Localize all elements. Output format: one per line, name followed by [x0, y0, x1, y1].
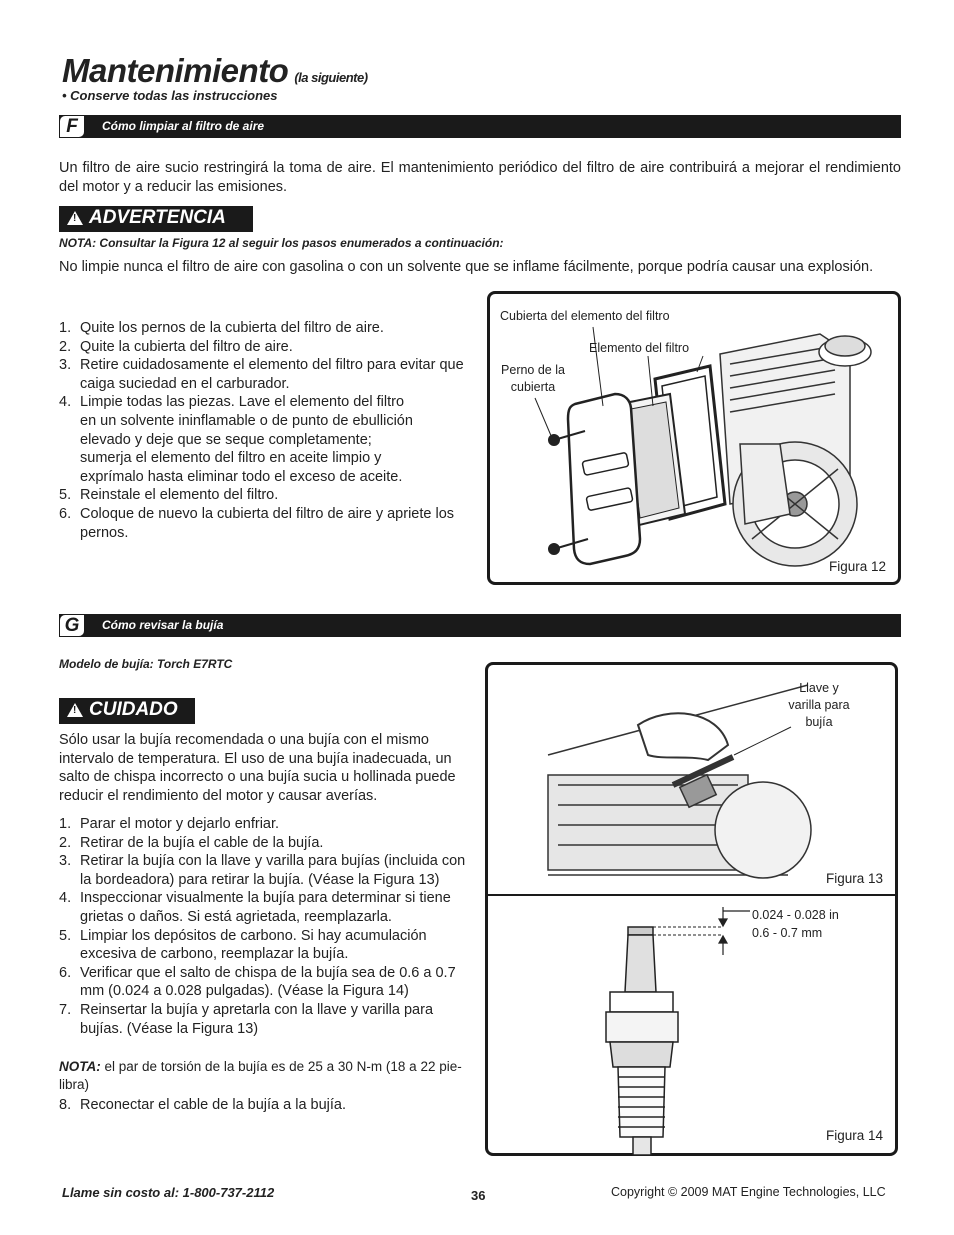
page-title-suffix: (la siguiente)	[294, 70, 368, 85]
label-cover-bolt: Perno de la cubierta	[501, 363, 565, 394]
section-g-steps	[59, 815, 473, 1038]
caution-banner	[59, 698, 195, 724]
torque-note	[59, 1058, 473, 1094]
section-g-letter: G	[59, 614, 85, 637]
figure-13-14	[485, 662, 898, 1156]
section-g-title: Cómo revisar la bujía	[102, 618, 224, 632]
section-g-final-step	[59, 1096, 473, 1115]
figure-14-caption: Figura 14	[825, 1128, 883, 1143]
caution-text: Sólo usar la bujía recomendada o una bujía con el mismo intervalo de temperatura. El uso de una bujía inadecuada, un salto de chispa incorrecto o una bujía sucia u hollinada puede reducir el rendimiento del motor y causar averías.	[59, 732, 456, 804]
list-item: 5. Reinstale el elemento del filtro.	[59, 487, 279, 504]
page-number: 36	[471, 1188, 486, 1203]
figure-13-caption: Figura 13	[825, 871, 883, 886]
air-filter-illustration	[490, 294, 898, 582]
list-item: 1. Quite los pernos de la cubierta del filtro de aire.	[59, 320, 384, 336]
torque-note-label: NOTA:	[59, 1059, 101, 1074]
page-title-text: Mantenimiento	[62, 52, 289, 89]
caution-label: CUIDADO	[89, 699, 178, 720]
spark-plug-model: Modelo de bujía: Torch E7RTC	[59, 657, 233, 671]
warning-label: ADVERTENCIA	[89, 207, 226, 228]
list-item: 6. Verificar que el salto de chispa de la bujía sea de 0.6 a 0.7 mm (0.024 a 0.028 pulgadas). (Véase la Figura 14)	[59, 964, 456, 1000]
label-tool: Llave y varilla para bujía	[788, 681, 850, 729]
list-item: 2. Quite la cubierta del filtro de aire.	[59, 338, 293, 355]
warning-icon: !	[67, 703, 83, 717]
section-f-letter: F	[59, 115, 85, 138]
list-item: 2. Retirar de la bujía el cable de la bujía.	[59, 834, 324, 851]
list-item: 7. Reinsertar la bujía y apretarla con la llave y varilla para bujías. (Véase la Figura 13)	[59, 1001, 434, 1037]
section-f-steps	[59, 319, 469, 542]
list-item: 6. Coloque de nuevo la cubierta del filtro de aire y apriete los pernos.	[59, 505, 455, 541]
gap-inches: 0.024 - 0.028 in	[752, 908, 839, 922]
label-filter-element: Elemento del filtro	[589, 341, 690, 355]
figure12-note: NOTA: Consultar la Figura 12 al seguir los pasos enumerados a continuación:	[59, 236, 504, 250]
footer-copyright: Copyright © 2009 MAT Engine Technologies, LLC	[611, 1185, 886, 1199]
list-item: 5. Limpiar los depósitos de carbono. Si hay acumulación excesiva de carbono, reemplazar la bujía.	[59, 927, 427, 963]
section-f-header	[59, 115, 901, 138]
page-title	[62, 52, 368, 90]
warning-icon: !	[67, 211, 83, 225]
section-g-header	[59, 614, 901, 637]
warning-banner	[59, 206, 253, 232]
label-filter-cover: Cubierta del elemento del filtro	[500, 309, 670, 323]
section-f-intro: Un filtro de aire sucio restringirá la toma de aire. El mantenimiento periódico del filtro de aire contribuirá a mejorar el rendimiento del motor y a reducir las emisiones.	[59, 160, 901, 195]
gap-measurement	[752, 906, 839, 942]
figure-12	[487, 291, 901, 585]
list-item: 3. Retire cuidadosamente el elemento del filtro para evitar que caiga suciedad en el carburador.	[59, 357, 464, 392]
page-subtitle: • Conserve todas las instrucciones	[62, 88, 278, 103]
list-item: 1. Parar el motor y dejarlo enfriar.	[59, 816, 280, 832]
list-item: 4. Inspeccionar visualmente la bujía para determinar si tiene grietas o daños. Si está agrietada, reemplazarla.	[59, 890, 451, 925]
figure-12-caption: Figura 12	[828, 559, 886, 574]
figure-divider	[488, 894, 895, 896]
list-item: 3. Retirar la bujía con la llave y varilla para bujías (incluida con la bordeadora) para retirar la bujía. (Véase la Figura 13)	[59, 853, 466, 888]
gap-millimeters: 0.6 - 0.7 mm	[752, 926, 823, 940]
torque-note-text: el par de torsión de la bujía es de 25 a 30 N-m (18 a 22 pie-libra)	[59, 1059, 462, 1092]
list-item: 4. Limpie todas las piezas. Lave el elemento del filtro en un solvente ininflamable o de punto de ebullición elevado y deje que se seque completamente; sumerja el elemento del filtro en aceite limpio y exprímalo hasta eliminar todo el exceso de aceite.	[59, 394, 413, 485]
section-f-title: Cómo limpiar al filtro de aire	[102, 119, 265, 133]
list-item: 8. Reconectar el cable de la bujía a la bujía.	[59, 1097, 347, 1113]
footer-phone: Llame sin costo al: 1-800-737-2112	[62, 1185, 275, 1200]
warning-text: No limpie nunca el filtro de aire con gasolina o con un solvente que se inflame fácilmente, porque podría causar una explosión.	[59, 259, 874, 275]
